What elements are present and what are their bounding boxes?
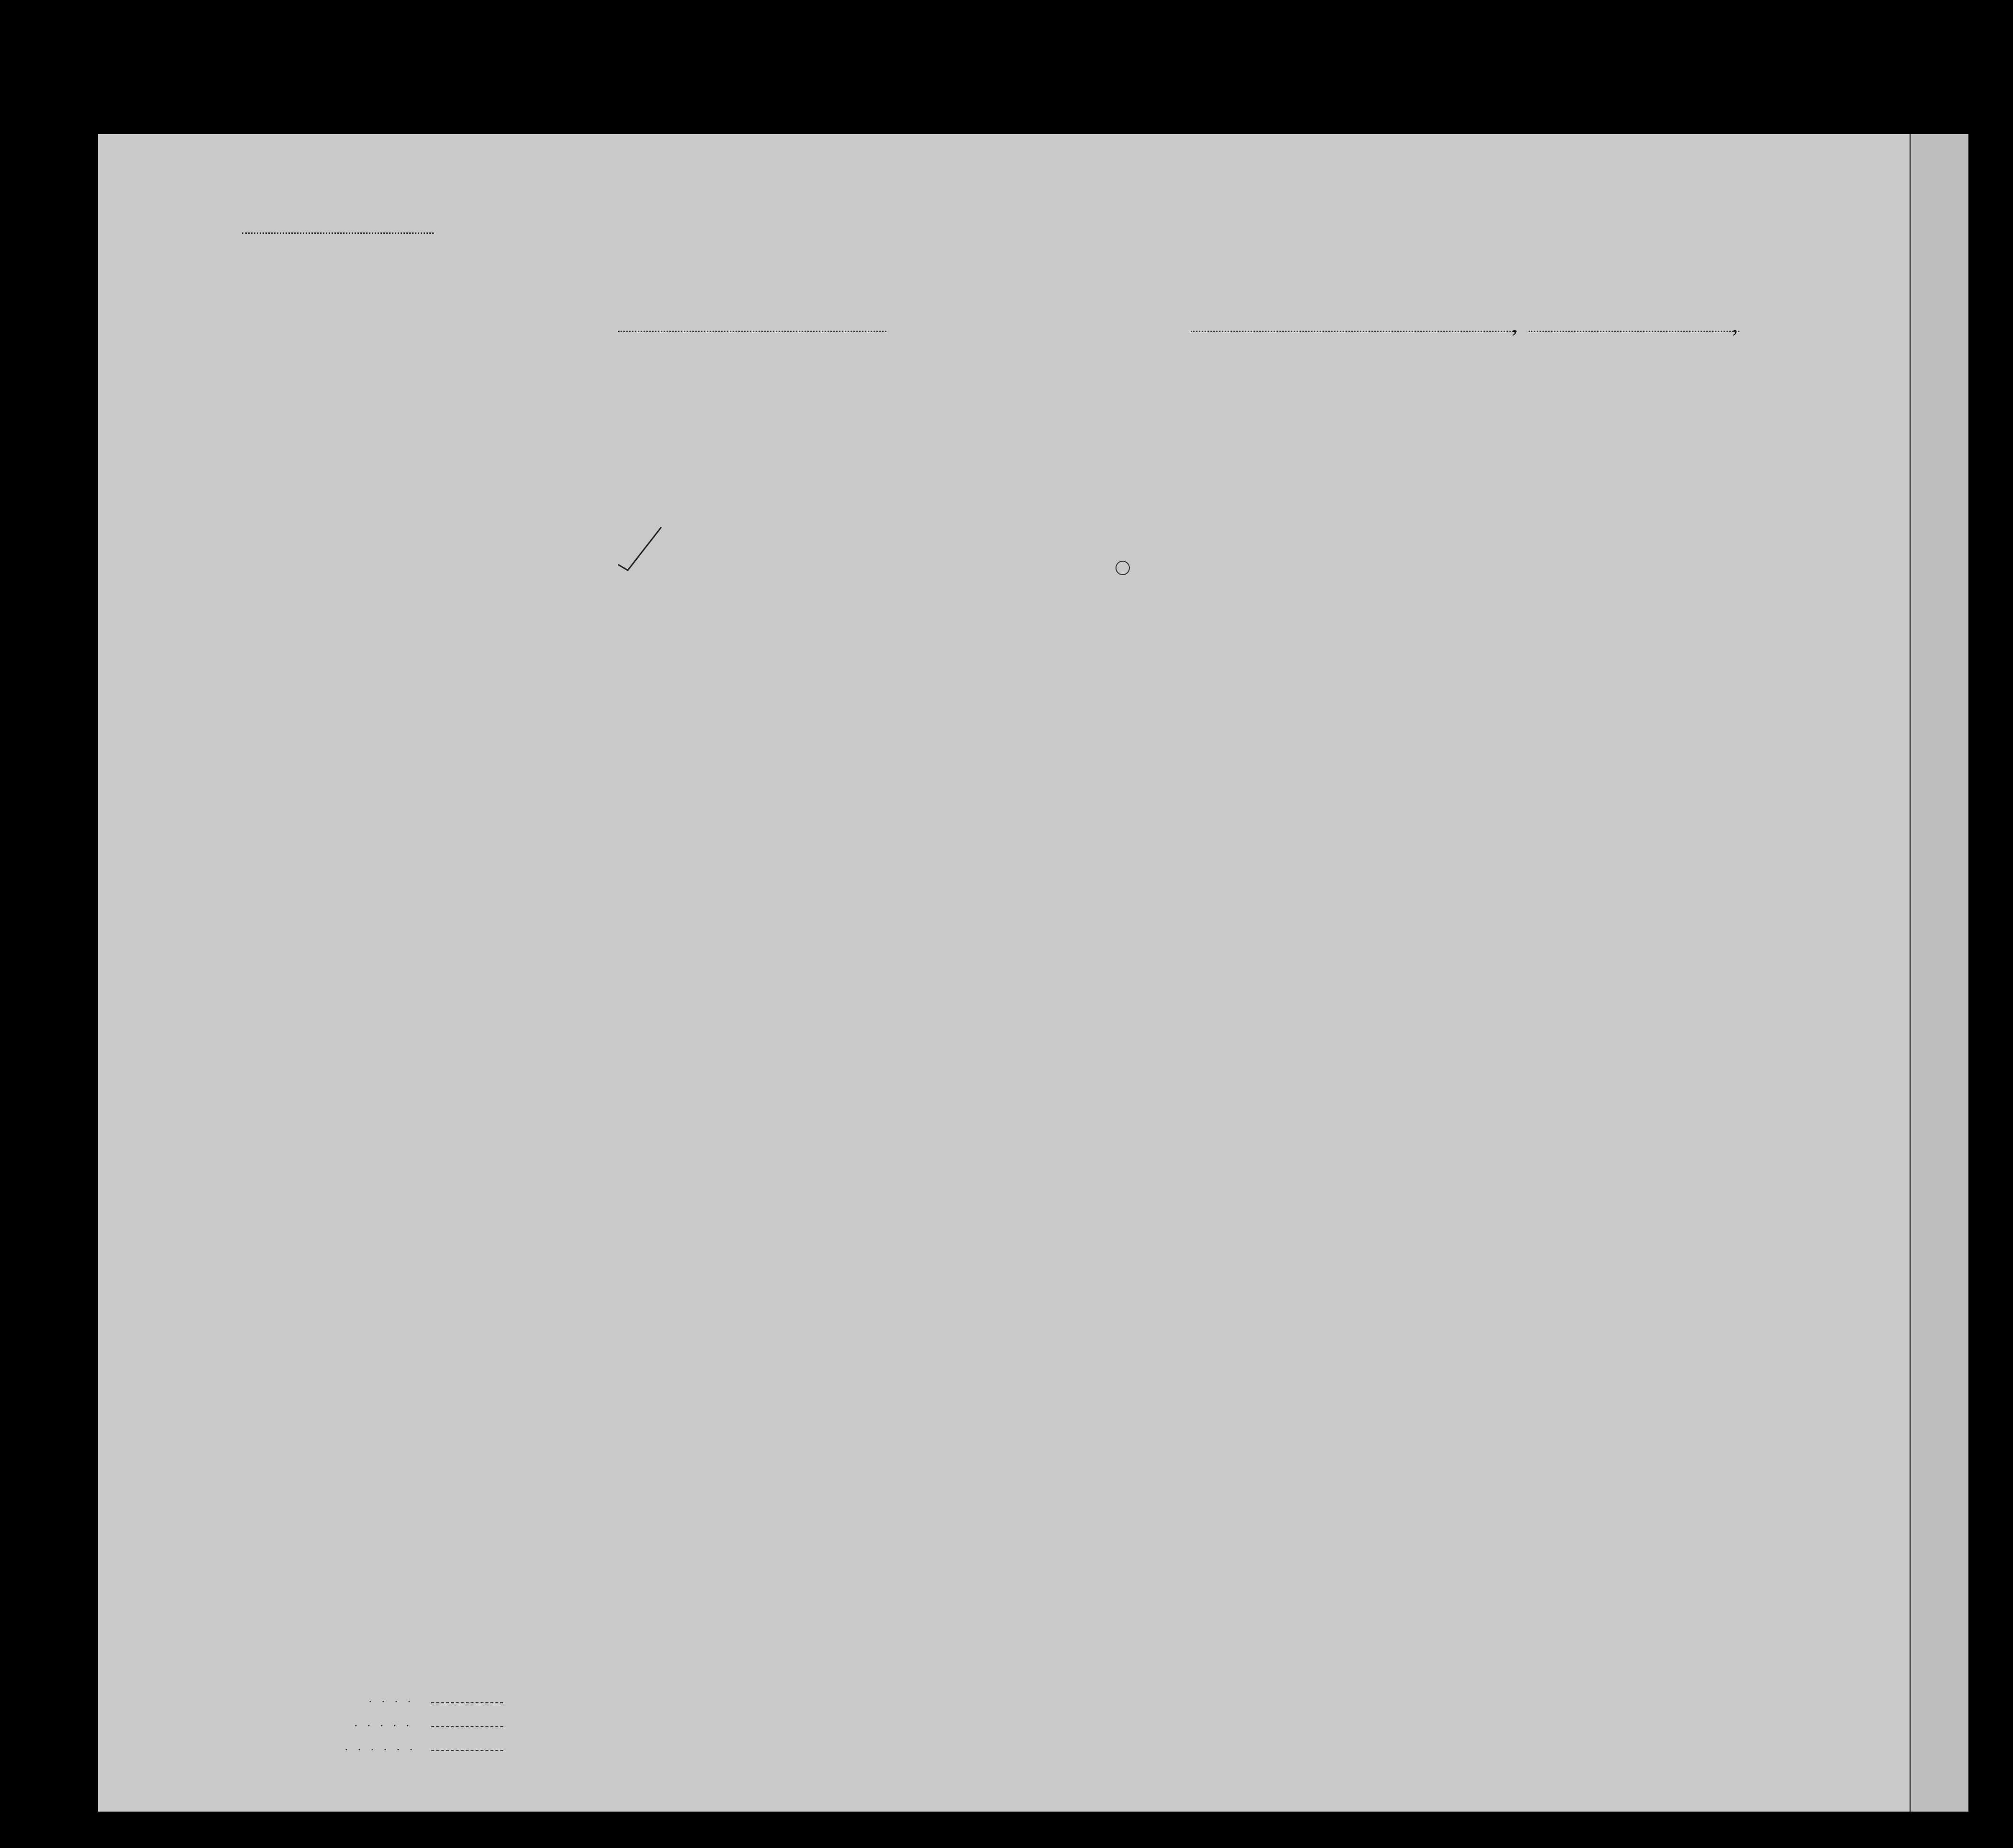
date-line xyxy=(1529,331,1739,332)
us-citizens-line xyxy=(431,1726,503,1727)
port-line xyxy=(1191,331,1517,332)
check-mark xyxy=(613,522,666,575)
citizens-dots: . . . . . xyxy=(355,1717,413,1729)
vessel-line xyxy=(618,331,886,332)
comma: , xyxy=(1512,312,1518,337)
aliens-line xyxy=(431,1750,503,1751)
list-number-line xyxy=(242,232,434,234)
total-passengers-line xyxy=(431,1702,503,1703)
aliens-dots: . . . . . . xyxy=(345,1741,416,1753)
circle-mark xyxy=(1114,558,1133,578)
adjacent-sheet-edge xyxy=(1909,134,1968,1812)
comma-2: , xyxy=(1732,312,1738,337)
total-dots: . . . . xyxy=(369,1693,414,1705)
